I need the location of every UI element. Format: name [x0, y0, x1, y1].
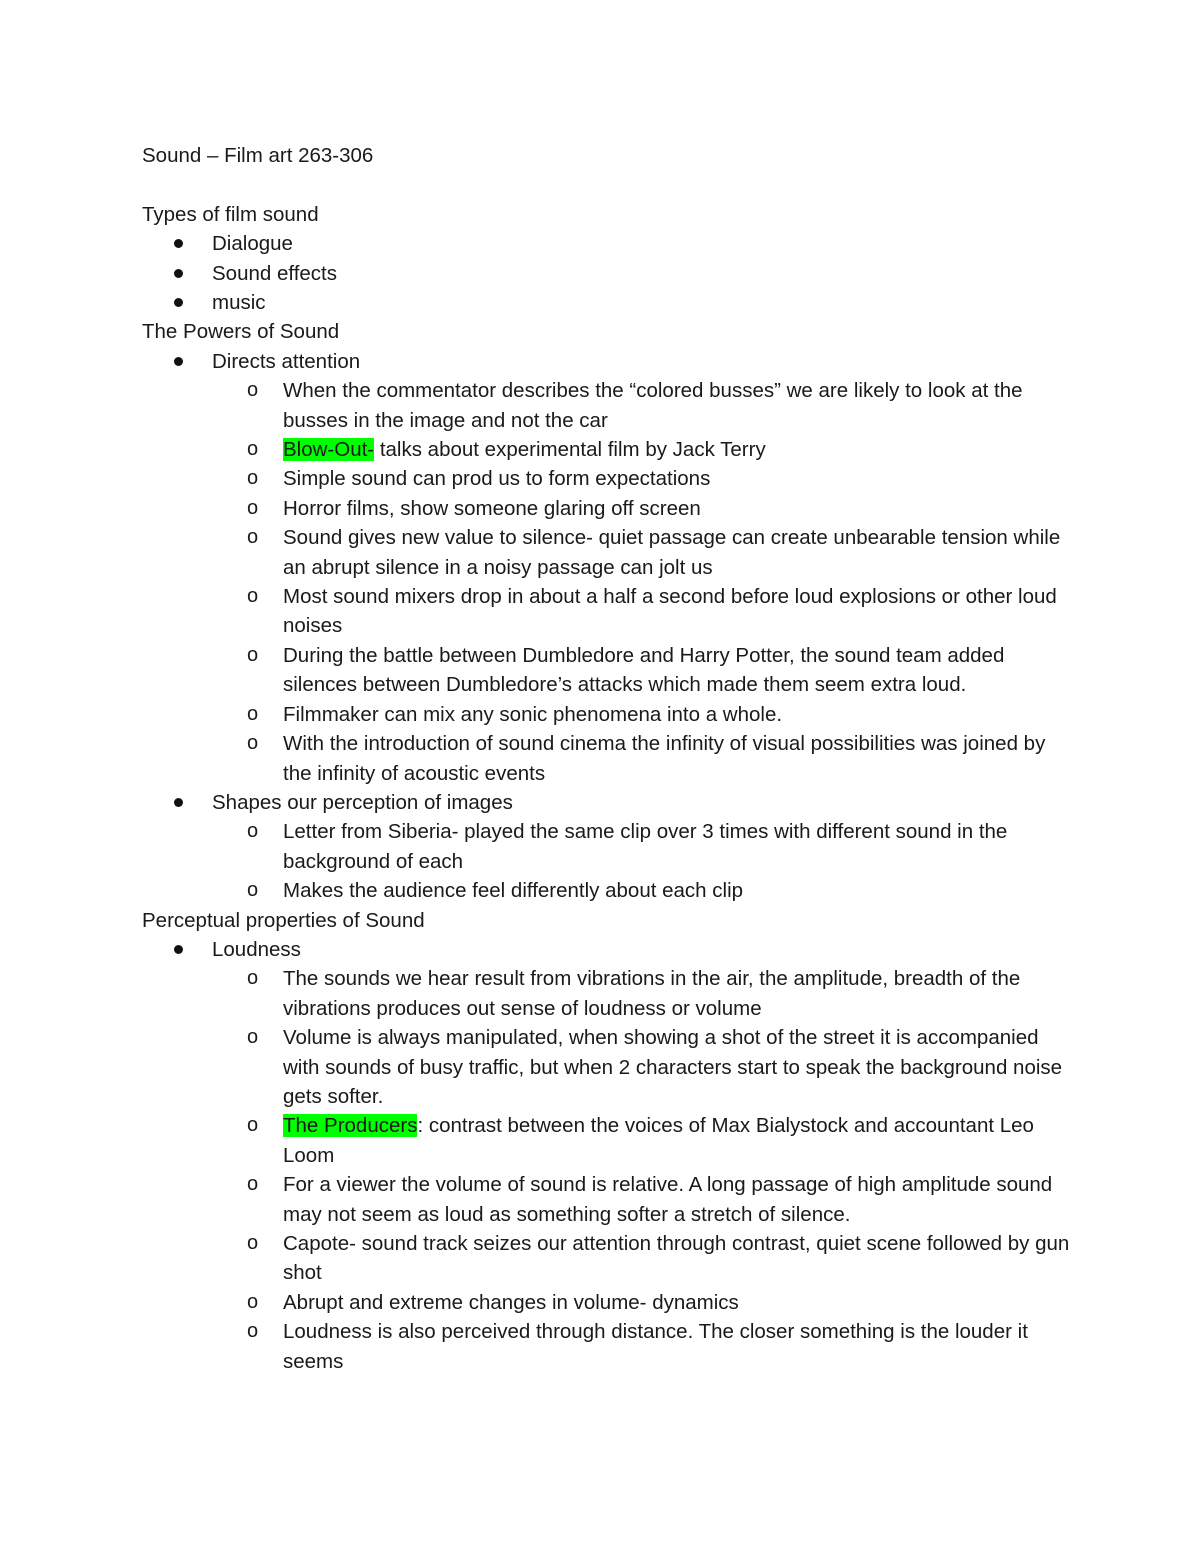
highlighted-film-title: Blow-Out-: [283, 438, 375, 462]
section-heading: Perceptual properties of Sound: [142, 908, 425, 932]
list-item-text: Loudness: [212, 937, 301, 961]
outline-sections: [142, 200, 1072, 1376]
sub-list-item: [142, 876, 1072, 905]
sub-list-item-text: Filmmaker can mix any sonic phenomena into a whole.: [283, 702, 783, 726]
list-item: [142, 347, 1072, 376]
sub-list-item: [142, 1317, 1072, 1376]
sub-list-item-text: Loudness is also perceived through distance. The closer something is the louder it seems: [283, 1320, 1028, 1373]
list-item: [142, 229, 1072, 258]
circle-bullet-icon: o: [247, 1320, 259, 1343]
section-heading: The Powers of Sound: [142, 320, 340, 344]
sub-list-item: [142, 582, 1072, 641]
sub-list-container: [142, 376, 1072, 788]
bullet-icon: [174, 945, 183, 954]
sub-list-item: [142, 700, 1072, 729]
circle-bullet-icon: o: [247, 467, 259, 490]
sub-list-item: [142, 1170, 1072, 1229]
bullet-list: [142, 935, 1072, 1376]
document-title: Sound – Film art 263-306: [142, 144, 374, 167]
circle-bullet-icon: o: [247, 379, 259, 402]
sub-list-container: [142, 817, 1072, 905]
document-content: [142, 141, 1072, 1376]
sub-list-item: [142, 729, 1072, 788]
sub-list-item: [142, 641, 1072, 700]
bullet-list: [142, 229, 1072, 317]
list-item-text: Directs attention: [212, 349, 361, 373]
sub-bullet-list: [142, 817, 1072, 905]
sub-list-item-text: For a viewer the volume of sound is relative. A long passage of high amplitude sound may not seem as loud as something softer a stretch of silence.: [283, 1173, 1053, 1226]
sub-list-item: [142, 376, 1072, 435]
sub-bullet-list: [142, 376, 1072, 788]
highlighted-film-title: The Producers: [283, 1114, 418, 1138]
sub-list-item: [142, 964, 1072, 1023]
sub-list-item-text: Capote- sound track seizes our attention through contrast, quiet scene followed by gun shot: [283, 1232, 1070, 1285]
bullet-list: [142, 347, 1072, 906]
sub-list-item-text: Horror films, show someone glaring off screen: [283, 496, 701, 520]
circle-bullet-icon: o: [247, 1232, 259, 1255]
circle-bullet-icon: o: [247, 820, 259, 843]
sub-list-item: [142, 435, 1072, 464]
circle-bullet-icon: o: [247, 585, 259, 608]
list-item-text: Sound effects: [212, 261, 337, 285]
circle-bullet-icon: o: [247, 1114, 259, 1137]
sub-list-item-text: Makes the audience feel differently about each clip: [283, 879, 744, 903]
blank-line: [142, 170, 1072, 199]
section-heading: Types of film sound: [142, 202, 319, 226]
sub-list-item-text: Abrupt and extreme changes in volume- dynamics: [283, 1290, 739, 1314]
circle-bullet-icon: o: [247, 496, 259, 519]
circle-bullet-icon: o: [247, 702, 259, 725]
circle-bullet-icon: o: [247, 1290, 259, 1313]
bullet-icon: [174, 357, 183, 366]
sub-list-container: [142, 964, 1072, 1376]
circle-bullet-icon: o: [247, 879, 259, 902]
sub-list-item: [142, 494, 1072, 523]
sub-list-item-text: Most sound mixers drop in about a half a second before loud explosions or other loud noises: [283, 585, 1057, 638]
list-item-text: music: [212, 291, 266, 315]
circle-bullet-icon: o: [247, 967, 259, 990]
circle-bullet-icon: o: [247, 1173, 259, 1196]
circle-bullet-icon: o: [247, 732, 259, 755]
sub-list-item-text: Letter from Siberia- played the same clip over 3 times with different sound in the background of each: [283, 820, 1008, 873]
sub-bullet-list: [142, 964, 1072, 1376]
sub-list-item: [142, 817, 1072, 876]
sub-list-item-text: When the commentator describes the “colored busses” we are likely to look at the busses in the image and not the car: [283, 379, 1023, 432]
sub-list-item: [142, 464, 1072, 493]
sub-list-item-text: Sound gives new value to silence- quiet passage can create unbearable tension while an abrupt silence in a noisy passage can jolt us: [283, 526, 1061, 579]
sub-list-item: [142, 1023, 1072, 1111]
list-item: [142, 288, 1072, 317]
sub-list-item: [142, 1111, 1072, 1170]
sub-list-item-text: Simple sound can prod us to form expectations: [283, 467, 711, 491]
circle-bullet-icon: o: [247, 1026, 259, 1049]
sub-list-item-text: Volume is always manipulated, when showing a shot of the street it is accompanied with sounds of busy traffic, but when 2 characters start to speak the background noise gets softer.: [283, 1026, 1063, 1108]
list-item: [142, 788, 1072, 817]
sub-list-item-text: The sounds we hear result from vibrations in the air, the amplitude, breadth of the vibrations produces out sense of loudness or volume: [283, 967, 1021, 1020]
bullet-icon: [174, 298, 183, 307]
sub-list-item-text: talks about experimental film by Jack Terry: [374, 438, 766, 462]
sub-list-item-text: : contrast between the voices of Max Bialystock and accountant Leo Loom: [283, 1114, 1034, 1167]
circle-bullet-icon: o: [247, 438, 259, 461]
list-item-text: Shapes our perception of images: [212, 790, 513, 814]
list-item: [142, 259, 1072, 288]
sub-list-item: [142, 523, 1072, 582]
circle-bullet-icon: o: [247, 643, 259, 666]
bullet-icon: [174, 239, 183, 248]
sub-list-item: [142, 1288, 1072, 1317]
list-item-text: Dialogue: [212, 232, 293, 256]
list-item: [142, 935, 1072, 964]
bullet-icon: [174, 798, 183, 807]
bullet-icon: [174, 269, 183, 278]
sub-list-item-text: With the introduction of sound cinema the infinity of visual possibilities was joined by the infinity of acoustic events: [283, 732, 1046, 785]
sub-list-item: [142, 1229, 1072, 1288]
sub-list-item-text: During the battle between Dumbledore and Harry Potter, the sound team added silences between Dumbledore’s attacks which made them seem extra loud.: [283, 643, 1005, 697]
circle-bullet-icon: o: [247, 526, 259, 549]
